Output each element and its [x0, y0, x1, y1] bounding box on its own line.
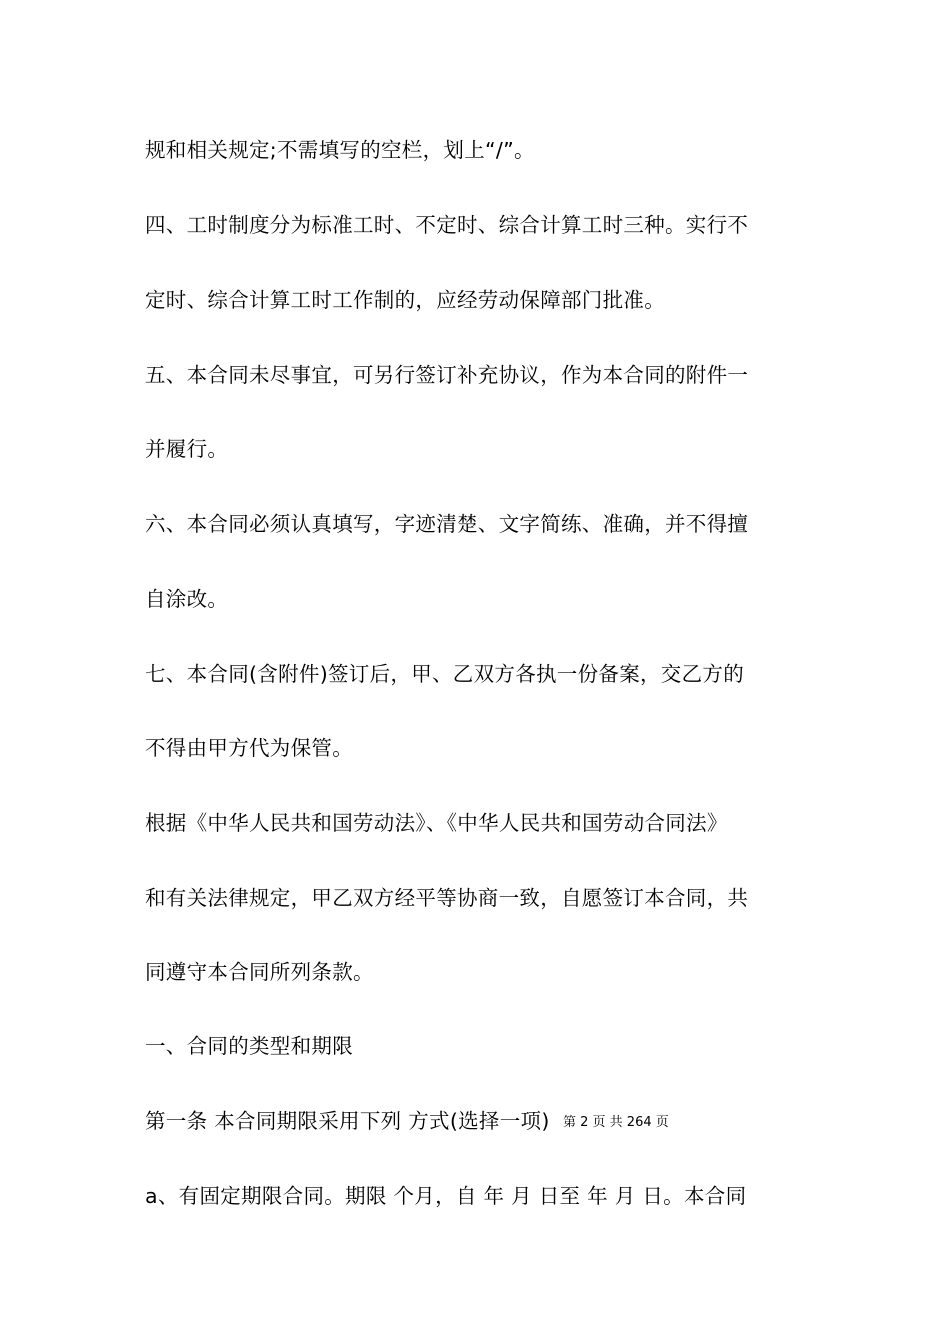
text-line: 七、本合同(含附件)签订后，甲、乙双方各执一份备案，交乙方的 [145, 662, 744, 686]
text-line: 同遵守本合同所列条款。 [145, 960, 374, 984]
page-number: 第 2 页 共 264 页 [563, 1115, 669, 1130]
text-line: 规和相关规定;不需填写的空栏，划上“/”。 [145, 138, 535, 162]
text-line: 六、本合同必须认真填写，字迹清楚、文字简练、准确，并不得擅 [145, 512, 749, 536]
text-line: 定时、综合计算工时工作制的，应经劳动保障部门批准。 [145, 288, 665, 312]
text-line: 自涂改。 [145, 587, 229, 611]
text-line: 不得由甲方代为保管。 [145, 736, 353, 760]
text-line: 五、本合同未尽事宜，可另行签订补充协议，作为本合同的附件一 [145, 363, 749, 387]
text-line: 和有关法律规定，甲乙双方经平等协商一致，自愿签订本合同，共 [145, 886, 749, 910]
text-line: 四、工时制度分为标准工时、不定时、综合计算工时三种。实行不 [145, 213, 749, 237]
text-line: a、有固定期限合同。期限 个月，自 年 月 日至 年 月 日。本合同 [145, 1184, 747, 1208]
text-line: 根据《中华人民共和国劳动法》、《中华人民共和国劳动合同法》 [145, 811, 728, 835]
text-line: 并履行。 [145, 437, 229, 461]
section-heading: 一、合同的类型和期限 [145, 1034, 353, 1058]
text-line: 第一条 本合同期限采用下列 方式(选择一项) [145, 1109, 550, 1133]
